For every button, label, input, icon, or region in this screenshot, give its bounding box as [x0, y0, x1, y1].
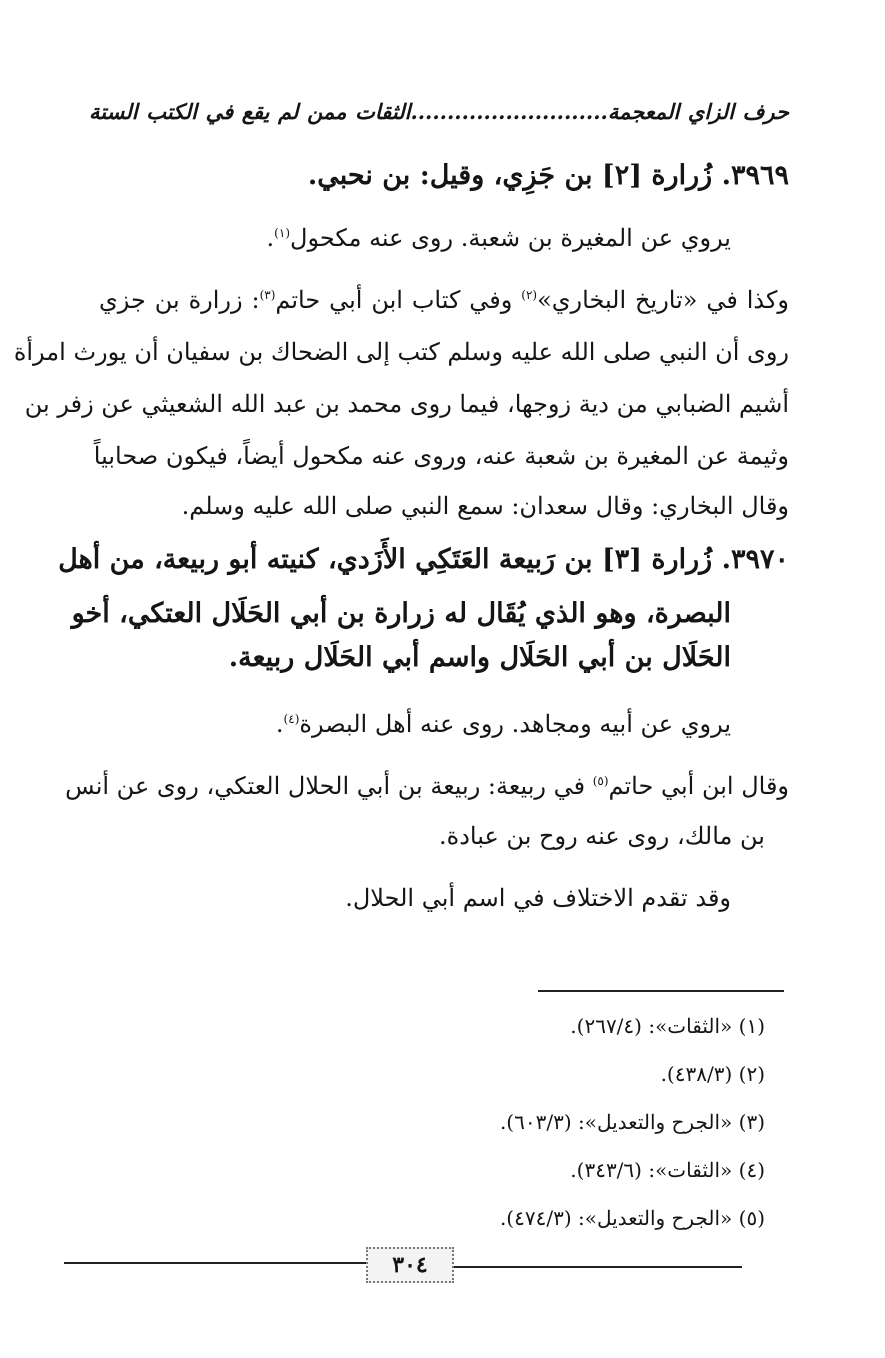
entry-3970-narration: يروي عن أبيه ومجاهد. روى عنه أهل البصرة$^{(٤)}$. [275, 710, 731, 738]
entry-3970-paragraph-line-1 [65, 766, 789, 806]
footnote-2: (٢) (٤٣٨/٣). [660, 1062, 765, 1086]
entry-3970-paragraph-line-3: وقد تقدم الاختلاف في اسم أبي الحلال. [345, 884, 731, 912]
entry-3969-paragraph-line-1 [99, 280, 789, 320]
footnote-4: (٤) «الثقات»: (٣٤٣/٦). [570, 1158, 765, 1182]
entry-3970-paragraph-line-2: بن مالك، روى عنه روح بن عبادة. [439, 822, 765, 850]
narration-text: يروي عن المغيرة بن شعبة. روى عنه مكحول [290, 224, 731, 252]
footnote-3: (٣) «الجرح والتعديل»: (٦٠٣/٣). [499, 1110, 765, 1134]
footnote-ref-5: (٥) [592, 774, 609, 788]
footnote-1: (١) «الثقات»: (٢٦٧/٤). [570, 1014, 765, 1038]
text-segment: وفي كتاب ابن أبي حاتم [275, 286, 522, 314]
entry-3969-paragraph-line-3: أشيم الضبابي من دية زوجها، فيما روى محمد بن عبد الله الشعيثي عن زفر بن [24, 390, 789, 418]
page-number: ٣٠٤ [366, 1247, 454, 1283]
entry-3969-paragraph-line-4: وثيمة عن المغيرة بن شعبة عنه، وروى عنه مكحول أيضاً، فيكون صحابياً [93, 442, 789, 470]
header-chapter-title: حرف الزاي المعجمة [607, 99, 789, 124]
text-segment: : زرارة بن جزي [99, 286, 260, 314]
bottom-rule-left [64, 1262, 366, 1264]
entry-3970-heading-line-3: الحَلَال بن أبي الحَلَال واسم أبي الحَلَال ربيعة. [228, 642, 731, 673]
header-dots: ........................... [410, 99, 608, 124]
bottom-rule-right [454, 1266, 742, 1268]
running-header [89, 92, 789, 132]
entry-3970-heading-line-1: ٣٩٧٠. زُرارة [٣] بن رَبيعة العَتَكِي الأَزَدي، كنيته أبو ربيعة، من أهل [58, 544, 789, 575]
narration-text: يروي عن أبيه ومجاهد. روى عنه أهل البصرة [299, 710, 731, 738]
footnote-separator [538, 990, 784, 992]
entry-3970-heading-line-2: البصرة، وهو الذي يُقَال له زرارة بن أبي الحَلَال العتكي، أخو [71, 598, 731, 629]
entry-3969-paragraph-line-2: روى أن النبي صلى الله عليه وسلم كتب إلى الضحاك بن سفيان أن يورث امرأة [13, 338, 789, 366]
footnote-ref-2: (٢) [521, 288, 538, 302]
header-book-title: الثقات ممن لم يقع في الكتب الستة [89, 99, 411, 124]
footnote-ref-1: (١) [274, 226, 290, 240]
entry-3969-paragraph-line-5: وقال البخاري: وقال سعدان: سمع النبي صلى الله عليه وسلم. [181, 492, 789, 520]
entry-3969-heading: ٣٩٦٩. زُرارة [٢] بن جَزِي، وقيل: بن نحبي. [307, 160, 789, 191]
entry-3969-narration: يروي عن المغيرة بن شعبة. روى عنه مكحول$^{(١)}$. [266, 224, 731, 252]
text-segment: في ربيعة: ربيعة بن أبي الحلال العتكي، روى عن أنس [65, 772, 593, 800]
footnote-ref-4: (٤) [283, 712, 300, 726]
text-segment: وقال ابن أبي حاتم [608, 772, 789, 800]
footnote-ref-3: (٣) [259, 288, 276, 302]
text-segment: وكذا في «تاريخ البخاري» [537, 286, 790, 314]
footnote-5: (٥) «الجرح والتعديل»: (٤٧٤/٣). [499, 1206, 765, 1230]
